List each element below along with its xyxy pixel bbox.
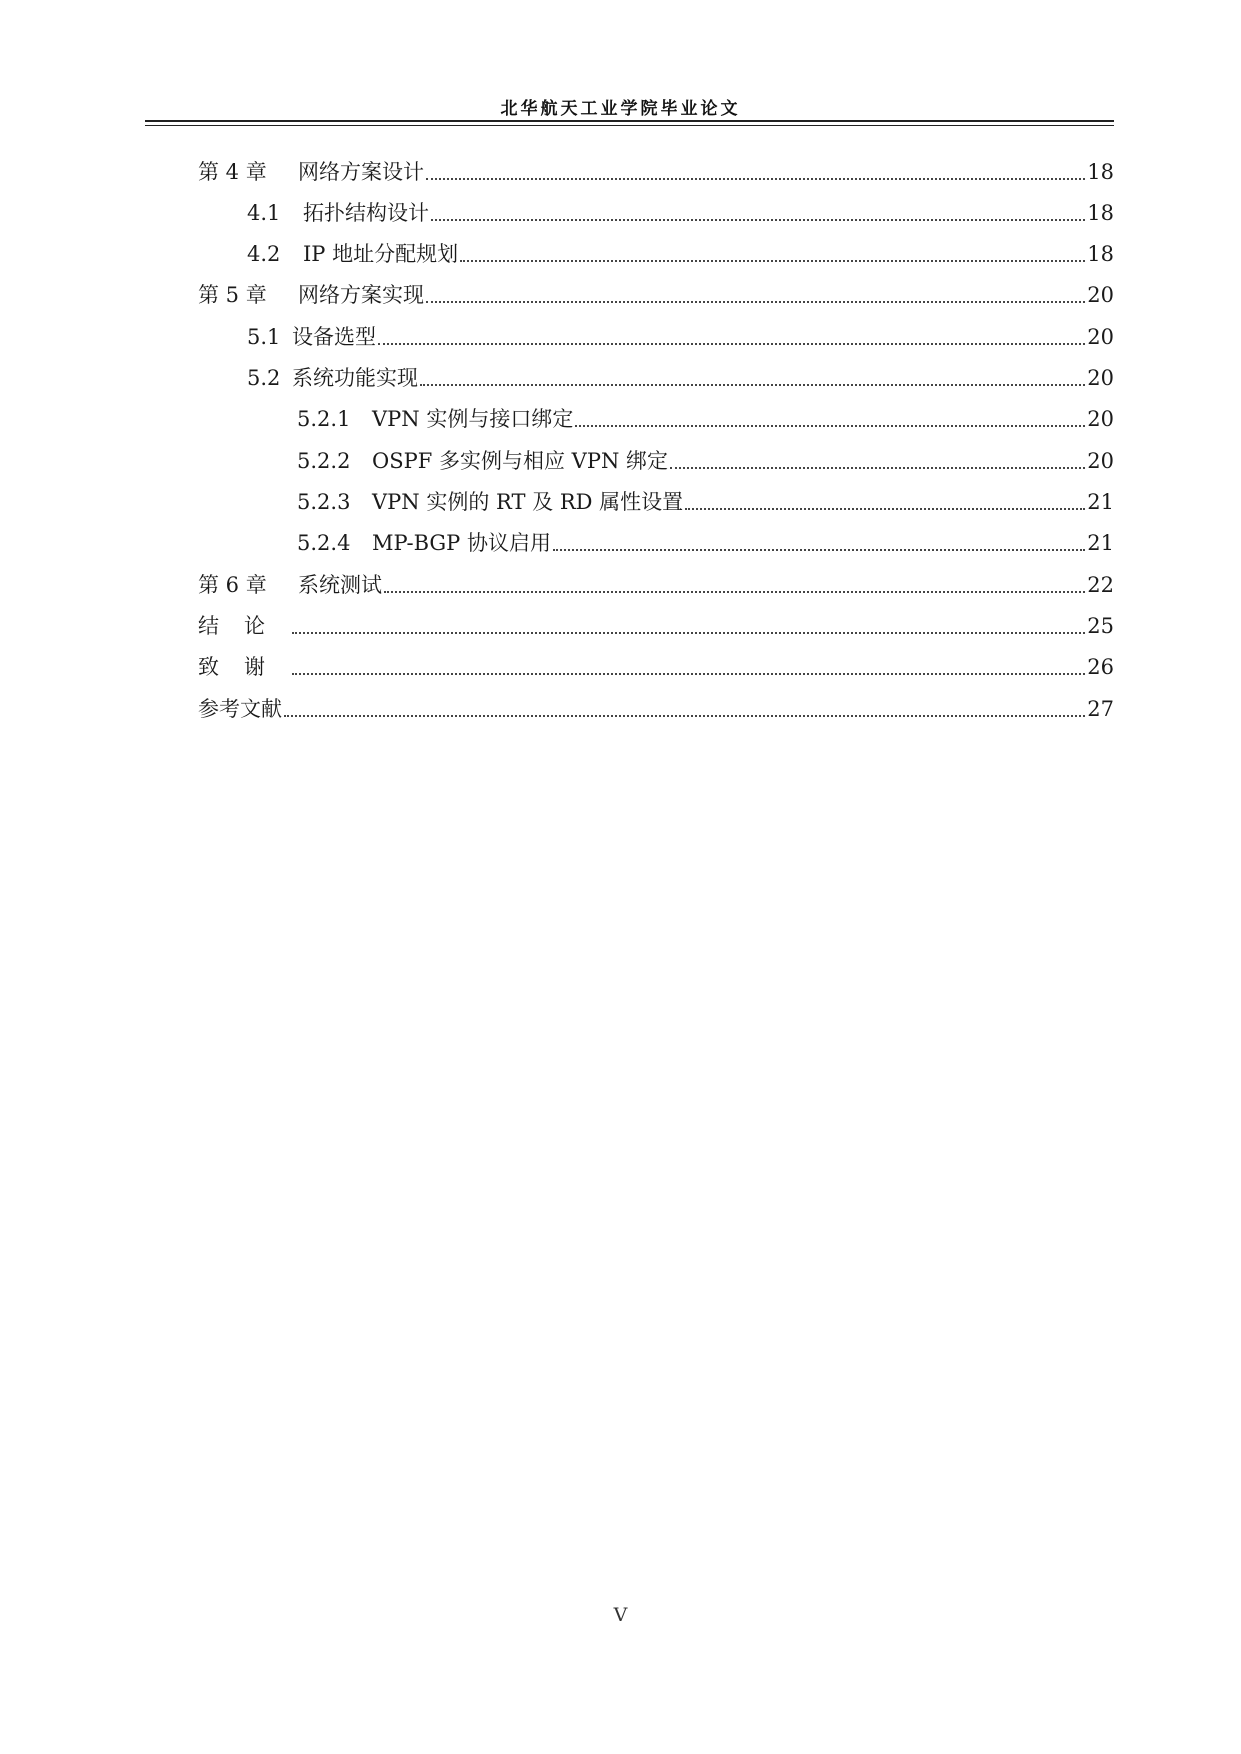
dot-leader bbox=[575, 425, 1085, 427]
toc-page-number: 26 bbox=[1087, 655, 1114, 679]
toc-title: 设备选型 bbox=[292, 325, 376, 349]
toc-page-number: 20 bbox=[1087, 366, 1114, 390]
toc-entry-5-2-3[interactable] bbox=[297, 487, 1114, 517]
toc-title: VPN 实例与接口绑定 bbox=[372, 407, 574, 431]
toc-title: 系统功能实现 bbox=[292, 366, 418, 390]
toc-entry-4-2[interactable] bbox=[247, 239, 1114, 269]
toc-page-number: 25 bbox=[1087, 614, 1114, 638]
toc-number: 第 6 章 bbox=[198, 573, 267, 597]
toc-entry-5-2-2[interactable] bbox=[297, 446, 1114, 476]
dot-leader bbox=[553, 549, 1085, 551]
dot-leader bbox=[378, 343, 1085, 345]
toc-entry-chapter-4[interactable] bbox=[198, 157, 1114, 187]
toc-entry-chapter-5[interactable] bbox=[198, 280, 1114, 310]
toc-entry-5-1[interactable] bbox=[247, 322, 1114, 352]
toc-title: 拓扑结构设计 bbox=[303, 201, 429, 225]
header-title: 北华航天工业学院毕业论文 bbox=[500, 99, 741, 119]
dot-leader bbox=[460, 260, 1085, 262]
dot-leader bbox=[685, 508, 1085, 510]
toc-entry-5-2-4[interactable] bbox=[297, 528, 1114, 558]
toc-number: 第 5 章 bbox=[198, 283, 267, 307]
toc-title: 网络方案实现 bbox=[298, 283, 424, 307]
toc-page-number: 21 bbox=[1087, 531, 1114, 555]
toc-entry-acknowledgements[interactable] bbox=[198, 652, 1114, 682]
dot-leader bbox=[420, 384, 1085, 386]
toc-entry-references[interactable] bbox=[198, 694, 1114, 724]
dot-leader bbox=[431, 219, 1085, 221]
dot-leader bbox=[670, 467, 1085, 469]
toc-number: 5.1 bbox=[247, 325, 281, 349]
toc-number: 5.2.4 bbox=[297, 531, 351, 555]
toc-entry-chapter-6[interactable] bbox=[198, 570, 1114, 600]
dot-leader bbox=[292, 632, 1085, 634]
toc-number: 4.2 bbox=[247, 242, 281, 266]
toc-title: OSPF 多实例与相应 VPN 绑定 bbox=[372, 449, 668, 473]
toc-page-number: 18 bbox=[1087, 201, 1114, 225]
toc-page-number: 20 bbox=[1087, 449, 1114, 473]
header-rule-thin bbox=[145, 125, 1114, 126]
toc-entry-conclusion[interactable] bbox=[198, 611, 1114, 641]
page-number: V bbox=[613, 1604, 628, 1626]
dot-leader bbox=[426, 178, 1085, 180]
toc-page-number: 18 bbox=[1087, 160, 1114, 184]
toc-title: MP-BGP 协议启用 bbox=[372, 531, 551, 555]
toc-title: 网络方案设计 bbox=[298, 160, 424, 184]
toc-title: 参考文献 bbox=[198, 697, 282, 721]
dot-leader bbox=[426, 301, 1085, 303]
toc-page-number: 20 bbox=[1087, 283, 1114, 307]
header-rule bbox=[145, 120, 1114, 122]
toc-entry-5-2-1[interactable] bbox=[297, 404, 1114, 434]
toc-number: 第 4 章 bbox=[198, 160, 267, 184]
toc-title: VPN 实例的 RT 及 RD 属性设置 bbox=[372, 490, 684, 514]
dot-leader bbox=[384, 591, 1085, 593]
toc-title: 致谢 bbox=[198, 655, 290, 679]
toc-number: 5.2 bbox=[247, 366, 281, 390]
toc-number: 5.2.2 bbox=[297, 449, 351, 473]
toc-number: 4.1 bbox=[247, 201, 281, 225]
toc-page-number: 18 bbox=[1087, 242, 1114, 266]
toc-number: 5.2.1 bbox=[297, 407, 351, 431]
toc-page-number: 27 bbox=[1087, 697, 1114, 721]
toc-entry-5-2[interactable] bbox=[247, 363, 1114, 393]
toc-page-number: 20 bbox=[1087, 325, 1114, 349]
toc-title: IP 地址分配规划 bbox=[303, 242, 459, 266]
toc-page-number: 21 bbox=[1087, 490, 1114, 514]
dot-leader bbox=[292, 673, 1085, 675]
dot-leader bbox=[284, 715, 1085, 717]
toc-title: 结论 bbox=[198, 614, 290, 638]
toc-page-number: 22 bbox=[1087, 573, 1114, 597]
toc-number: 5.2.3 bbox=[297, 490, 351, 514]
toc-title: 系统测试 bbox=[298, 573, 382, 597]
toc-entry-4-1[interactable] bbox=[247, 198, 1114, 228]
toc-page-number: 20 bbox=[1087, 407, 1114, 431]
